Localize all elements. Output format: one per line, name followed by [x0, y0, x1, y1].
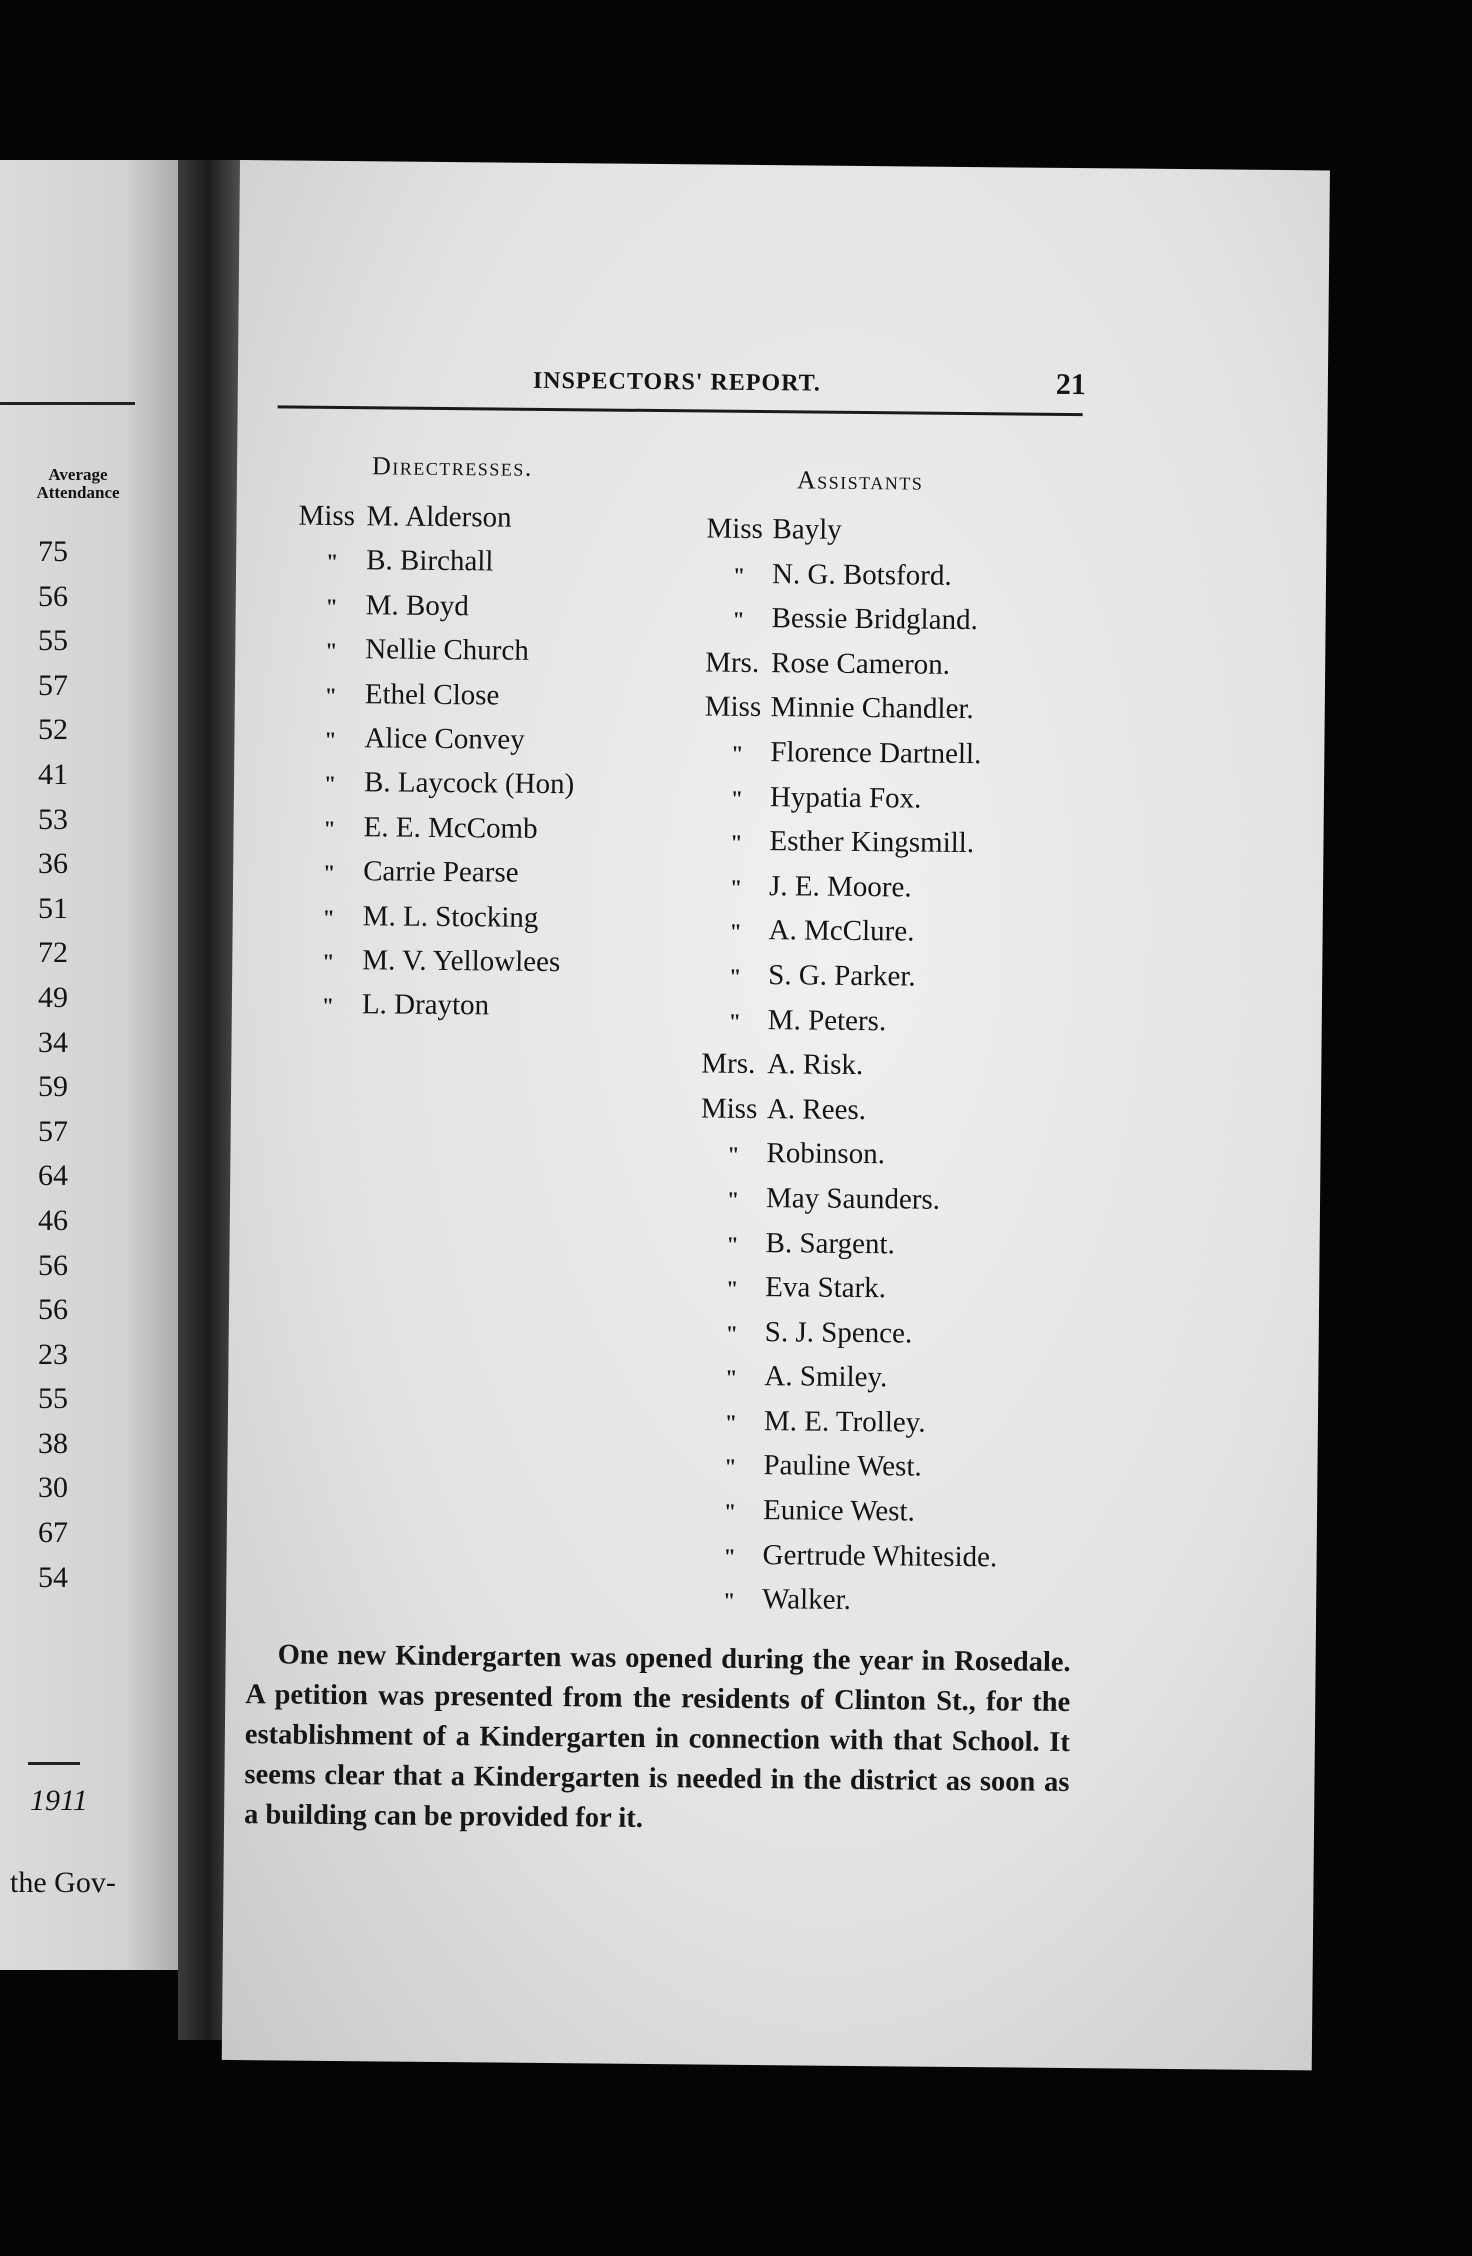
list-item — [296, 716, 575, 763]
attendance-value: 55 — [38, 1382, 68, 1416]
attendance-value: 57 — [38, 1114, 68, 1148]
directresses-heading: Directresses. — [371, 451, 534, 482]
person-name: A. Smiley. — [764, 1360, 888, 1394]
honorific: Mrs. — [705, 646, 760, 679]
kindergarten-paragraph: One new Kindergarten was opened during the year in Rosedale. A petition was presented from the residents of Clinton St., for the establishment of a Kindergarten in connection with that School. It seems clear that a Kindergarten is needed in the district as soon as a building can be provided for it. — [243, 1639, 1071, 1834]
list-item — [698, 1398, 999, 1445]
list-item — [298, 582, 577, 629]
ditto-mark: " — [732, 562, 746, 588]
attendance-value: 54 — [38, 1560, 68, 1594]
attendance-value: 38 — [38, 1426, 68, 1460]
person-name: M. Boyd — [365, 589, 470, 622]
attendance-value: 53 — [38, 802, 68, 836]
ditto-mark: " — [724, 1409, 738, 1435]
attendance-value: 56 — [38, 579, 68, 613]
person-name: Ethel Close — [364, 677, 500, 712]
list-item — [696, 1577, 997, 1624]
list-item — [298, 494, 577, 541]
list-item — [295, 849, 574, 896]
ditto-mark: " — [728, 963, 742, 989]
list-item — [298, 538, 577, 585]
ditto-mark: " — [729, 874, 743, 900]
ditto-mark: " — [730, 829, 743, 856]
ditto-mark: " — [324, 682, 338, 708]
person-name: S. J. Spence. — [764, 1315, 913, 1350]
list-item — [705, 640, 1006, 687]
list-item — [297, 671, 576, 718]
list-item — [702, 997, 1003, 1044]
person-name: Carrie Pearse — [363, 855, 519, 889]
attendance-value: 72 — [38, 936, 68, 970]
ditto-mark: " — [324, 726, 337, 752]
ditto-mark: " — [725, 1275, 739, 1301]
person-name: M. Alderson — [366, 500, 512, 534]
list-item — [706, 506, 1007, 553]
list-item — [705, 685, 1006, 732]
list-item — [699, 1265, 1000, 1312]
attendance-value: 56 — [38, 1248, 68, 1282]
ditto-mark: " — [729, 919, 742, 945]
list-item — [704, 774, 1005, 821]
honorific: Miss — [704, 690, 762, 724]
list-item — [706, 551, 1007, 598]
person-name: M. L. Stocking — [362, 899, 539, 934]
list-item — [705, 596, 1006, 643]
list-item — [698, 1354, 999, 1401]
list-item — [702, 952, 1003, 999]
attendance-value: 51 — [38, 891, 68, 925]
ditto-mark: " — [731, 740, 744, 766]
running-head: INSPECTORS' REPORT. — [532, 367, 822, 397]
ditto-mark: " — [323, 815, 336, 841]
list-item — [696, 1532, 997, 1579]
assistants-list — [696, 506, 1007, 1624]
left-footer-rule — [28, 1762, 80, 1765]
header-rule — [278, 405, 1083, 416]
person-name: Eva Stark. — [765, 1271, 887, 1305]
person-name: Bessie Bridgland. — [771, 602, 978, 637]
ditto-mark: " — [322, 948, 335, 974]
person-name: J. E. Moore. — [768, 869, 912, 904]
left-page — [0, 160, 180, 1970]
attendance-column — [38, 530, 68, 1600]
person-name: Hypatia Fox. — [769, 780, 922, 815]
person-name: Esther Kingsmill. — [769, 825, 975, 860]
page-number: 21 — [1055, 367, 1087, 402]
person-name: B. Birchall — [366, 544, 494, 578]
list-item — [699, 1220, 1000, 1267]
attendance-header: Average Attendance — [36, 465, 120, 502]
person-name: Pauline West. — [763, 1449, 922, 1484]
attendance-value: 75 — [38, 535, 68, 568]
list-item — [701, 1086, 1002, 1133]
person-name: Robinson. — [766, 1137, 886, 1171]
ditto-mark: " — [321, 993, 335, 1019]
list-item — [700, 1175, 1001, 1222]
person-name: B. Laycock (Hon) — [363, 766, 575, 801]
ditto-mark: " — [725, 1364, 738, 1391]
list-item — [703, 863, 1004, 910]
ditto-mark: " — [325, 549, 339, 575]
person-name: Minnie Chandler. — [770, 691, 974, 726]
list-item — [294, 982, 573, 1029]
honorific: Miss — [706, 512, 764, 546]
left-year: 1911 — [30, 1784, 88, 1817]
list-item — [701, 1042, 1002, 1089]
list-item — [294, 937, 573, 984]
list-item — [697, 1443, 998, 1490]
ditto-mark: " — [322, 904, 335, 930]
ditto-mark: " — [725, 1320, 738, 1346]
list-item — [699, 1309, 1000, 1356]
person-name: Gertrude Whiteside. — [762, 1538, 998, 1573]
ditto-mark: " — [325, 638, 338, 664]
person-name: B. Sargent. — [765, 1226, 895, 1260]
attendance-value: 67 — [38, 1516, 68, 1550]
attendance-value: 41 — [38, 757, 68, 791]
attendance-value: 59 — [38, 1070, 68, 1104]
person-name: M. V. Yellowlees — [362, 944, 561, 979]
left-header-rule — [0, 402, 135, 405]
person-name: M. Peters. — [767, 1003, 887, 1037]
ditto-mark: " — [724, 1454, 737, 1480]
ditto-mark: " — [322, 859, 336, 886]
attendance-value: 36 — [38, 847, 68, 881]
list-item — [295, 893, 574, 940]
list-item — [697, 1488, 998, 1535]
attendance-value: 55 — [38, 624, 68, 658]
person-name: L. Drayton — [361, 988, 490, 1022]
list-item — [702, 908, 1003, 955]
person-name: A. Risk. — [767, 1048, 864, 1082]
person-name: A. McClure. — [768, 914, 915, 948]
attendance-value: 64 — [38, 1159, 68, 1193]
list-item — [704, 729, 1005, 776]
person-name: May Saunders. — [765, 1182, 941, 1216]
person-name: Eunice West. — [762, 1494, 915, 1528]
person-name: Rose Cameron. — [771, 646, 951, 681]
left-text-fragment: the Gov- — [10, 1866, 116, 1899]
list-item — [700, 1131, 1001, 1178]
ditto-mark: " — [730, 785, 744, 811]
honorific: Miss — [298, 499, 356, 533]
ditto-mark: " — [723, 1543, 736, 1569]
attendance-value: 30 — [38, 1471, 68, 1505]
attendance-value: 49 — [38, 980, 68, 1014]
person-name: Florence Dartnell. — [770, 736, 982, 771]
attendance-value: 46 — [38, 1203, 68, 1237]
ditto-mark: " — [727, 1142, 740, 1168]
person-name: Walker. — [762, 1583, 852, 1617]
person-name: Bayly — [772, 513, 842, 546]
ditto-mark: " — [323, 771, 337, 797]
honorific: Mrs. — [701, 1047, 756, 1081]
right-page — [222, 160, 1330, 2070]
list-item — [297, 627, 576, 674]
person-name: N. G. Botsford. — [771, 557, 952, 592]
person-name: M. E. Trolley. — [763, 1404, 926, 1439]
ditto-mark: " — [732, 606, 745, 633]
person-name: Nellie Church — [365, 633, 529, 667]
attendance-value: 57 — [38, 668, 68, 702]
ditto-mark: " — [325, 593, 338, 619]
ditto-mark: " — [722, 1587, 736, 1614]
ditto-mark: " — [726, 1231, 739, 1257]
honorific: Miss — [700, 1092, 758, 1125]
ditto-mark: " — [723, 1498, 737, 1524]
person-name: E. E. McComb — [363, 810, 538, 845]
list-item — [296, 760, 575, 807]
assistants-heading: Assistants — [796, 465, 924, 496]
list-item — [295, 804, 574, 851]
attendance-value: 34 — [38, 1025, 68, 1059]
attendance-value: 56 — [38, 1293, 68, 1327]
person-name: A. Rees. — [766, 1092, 867, 1126]
ditto-mark: " — [726, 1186, 740, 1212]
person-name: Alice Convey — [364, 722, 525, 756]
attendance-value: 52 — [38, 713, 68, 747]
person-name: S. G. Parker. — [768, 959, 916, 993]
attendance-value: 23 — [38, 1337, 68, 1371]
list-item — [703, 819, 1004, 866]
directresses-list — [294, 494, 577, 1029]
ditto-mark: " — [728, 1008, 741, 1034]
